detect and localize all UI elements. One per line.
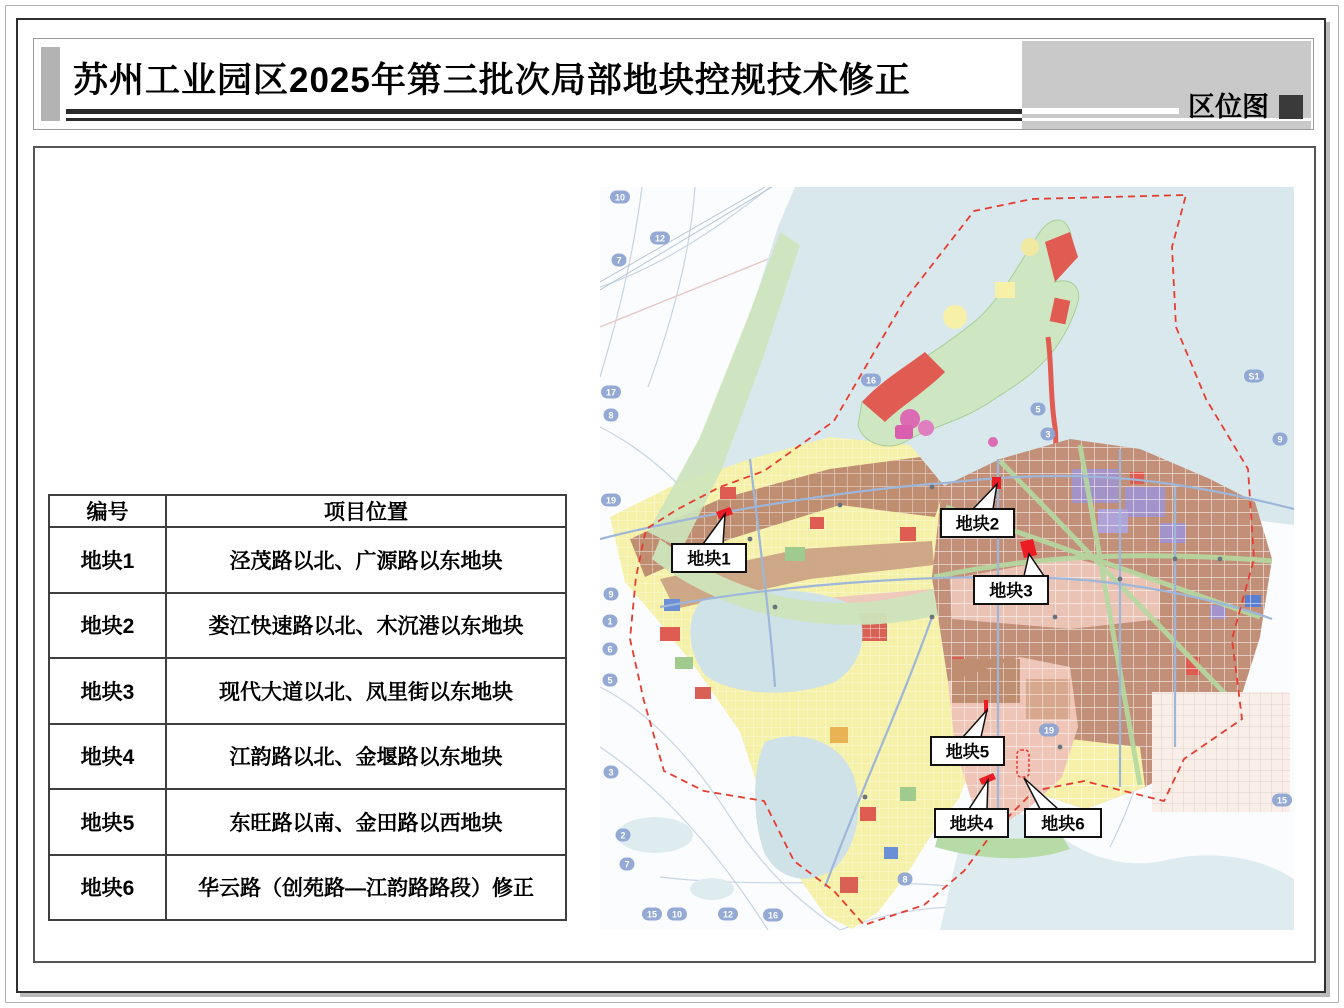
- callout-label: 地块2: [955, 514, 1000, 534]
- road-badge-number: 9: [1277, 434, 1283, 445]
- content-panel: [33, 146, 1316, 963]
- road-badge-number: 19: [1043, 725, 1055, 736]
- plot-marker-dashed: [1017, 750, 1029, 777]
- road-badge-number: 8: [608, 410, 614, 421]
- road-badge-number: 12: [722, 909, 734, 920]
- road-badge-number: 16: [865, 375, 877, 386]
- road-badge-number: 15: [646, 909, 658, 920]
- plot-location-cell: 东旺路以南、金田路以西地块: [166, 789, 566, 855]
- table-header-cell: 项目位置: [166, 495, 566, 527]
- plot-id-cell: 地块6: [49, 855, 166, 921]
- road-badge-number: 17: [605, 387, 617, 398]
- road-badge-number: 3: [608, 767, 614, 778]
- plot-location-cell: 江韵路以北、金堰路以东地块: [166, 724, 566, 790]
- road-badge-number: S1: [1248, 371, 1260, 382]
- title-rule-thick: [66, 109, 1022, 114]
- table-row: [49, 593, 566, 659]
- page-title: 苏州工业园区2025年第三批次局部地块控规技术修正: [73, 61, 911, 100]
- road-badge-number: 5: [607, 675, 613, 686]
- callout-label: 地块1: [687, 549, 731, 569]
- plot-id-cell: 地块5: [49, 789, 166, 855]
- road-badge-number: 12: [654, 233, 666, 244]
- corner-dark-square: [1279, 95, 1303, 119]
- road-badge-number: 6: [607, 644, 613, 655]
- road-badge-number: 19: [605, 495, 617, 506]
- east-planned-grid: [1152, 692, 1290, 812]
- title-rule-thin: [66, 118, 1022, 121]
- callout-label: 地块3: [989, 581, 1033, 601]
- table-header-cell: 编号: [49, 495, 166, 527]
- pond-west-2: [690, 878, 734, 900]
- corner-white-stripe: [1022, 108, 1179, 114]
- road-badge-number: 10: [614, 192, 626, 203]
- road-badge-number: 1: [607, 616, 613, 627]
- road-badge-number: 7: [616, 255, 622, 266]
- plot-location-cell: 华云路（创苑路—江韵路路段）修正: [166, 855, 566, 921]
- road-badge-number: 10: [671, 909, 683, 920]
- road-badge-number: 5: [1035, 404, 1041, 415]
- road-badge-number: 7: [624, 859, 630, 870]
- plot-location-cell: 现代大道以北、凤里街以东地块: [166, 658, 566, 724]
- plot-id-cell: 地块4: [49, 724, 166, 790]
- road-badge-number: 2: [620, 830, 626, 841]
- table-row: [49, 855, 566, 921]
- plot-id-cell: 地块1: [49, 527, 166, 593]
- road-badge-number: 9: [608, 589, 614, 600]
- table-row: [49, 527, 566, 593]
- plot-location-cell: 泾茂路以北、广源路以东地块: [166, 527, 566, 593]
- title-accent-bar: [41, 47, 60, 121]
- plot-location-table: [48, 494, 567, 921]
- callout-label: 地块6: [1041, 814, 1085, 834]
- header: [33, 38, 1314, 130]
- table-row: [49, 724, 566, 790]
- callout-label: 地块4: [949, 814, 994, 834]
- plot-id-cell: 地块2: [49, 593, 166, 659]
- table-header-row: [49, 495, 566, 527]
- road-badge-number: 16: [767, 910, 779, 921]
- corner-tag-box: [1022, 41, 1311, 129]
- road-badge-number: 3: [1045, 429, 1051, 440]
- location-map: [600, 187, 1294, 930]
- plot-id-cell: 地块3: [49, 658, 166, 724]
- corner-tag-label: 区位图: [1188, 92, 1269, 122]
- table-row: [49, 789, 566, 855]
- road-badge-number: 15: [1276, 795, 1288, 806]
- table-row: [49, 658, 566, 724]
- road-badge-number: 8: [902, 874, 908, 885]
- callout-label: 地块5: [945, 742, 990, 762]
- plot-location-cell: 娄江快速路以北、木沉港以东地块: [166, 593, 566, 659]
- map-canvas: [600, 187, 1294, 930]
